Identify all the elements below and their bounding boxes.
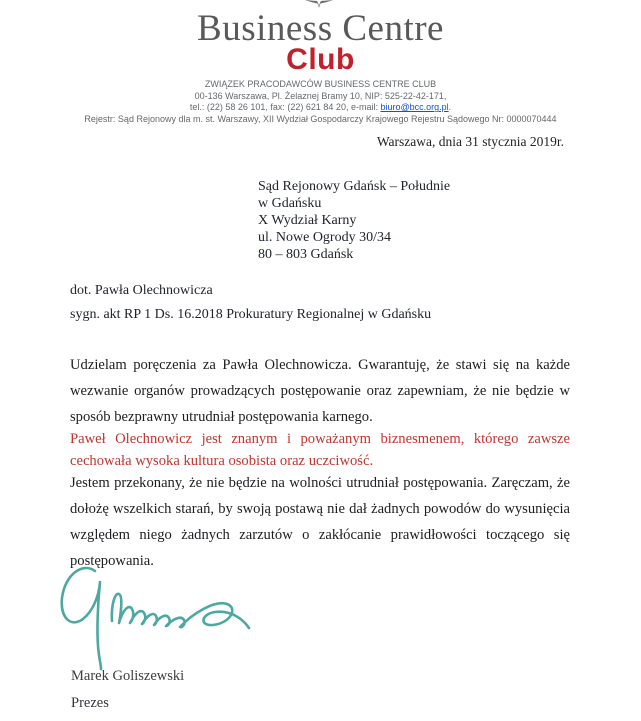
recipient-line: ul. Nowe Ogrody 30/34 (258, 229, 391, 245)
body-paragraph-3: Jestem przekonany, że nie będzie na wolności utrudniał postępowania. Zaręczam, że dołożę wszelkich starań, by swoją postawą nie dał żadnych powodów do wysunięcia względem niego żadnych zarzutów o zakłócanie prawidłowości toczącego się postępowania. (70, 475, 570, 569)
brand-title: Business Centre (197, 8, 444, 49)
letterhead-org-line: ZWIĄZEK PRACODAWCÓW BUSINESS CENTRE CLUB (204, 79, 437, 89)
body-paragraph-2-red: Paweł Olechnowicz jest znanym i poważanym biznesmenem, którego zawsze cechowała wysoka kultura osobista oraz uczciwość. (70, 431, 570, 469)
recipient-line: w Gdańsku (258, 195, 322, 211)
recipient-line: X Wydział Karny (258, 212, 357, 228)
recipient-line: 80 – 803 Gdańsk (258, 246, 354, 262)
letterhead-contact-line (0, 102, 641, 114)
recipient-address-block (258, 179, 450, 264)
regarding-line: dot. Pawła Olechnowicza (70, 283, 213, 298)
body-paragraph-1: Udzielam poręczenia za Pawła Olechnowicza. Gwarantuję, że stawi się na każde wezwanie organów prowadzących postępowanie oraz zapewniam, że nie będzie w sposób bezprawny utrudniał postępowania karnego. (70, 357, 570, 425)
signer-name: Marek Goliszewski (71, 668, 185, 684)
brand-subtitle-club: Club (286, 43, 355, 76)
letterhead-details (0, 79, 641, 125)
signer-title: Prezes (71, 695, 109, 711)
handwritten-signature (55, 565, 255, 677)
case-number-line: sygn. akt RP 1 Ds. 16.2018 Prokuratury Regionalnej w Gdańsku (70, 307, 432, 322)
recipient-line: Sąd Rejonowy Gdańsk – Południe (258, 179, 451, 194)
contact-suffix: . (448, 102, 452, 113)
date-line: Warszawa, dnia 31 stycznia 2019r. (376, 134, 564, 149)
letterhead-address-line: 00-136 Warszawa, Pl. Żelaznej Bramy 10, NIP: 525-22-42-171, (194, 90, 447, 101)
contact-prefix: tel.: (22) 58 26 101, fax: (22) 621 84 20, e-mail: (189, 102, 381, 113)
email-link[interactable]: biuro@bcc.org.pl (380, 102, 449, 113)
letterhead-registry-line: Rejestr: Sąd Rejonowy dla m. st. Warszawy, XII Wydział Gospodarczy Krajowego Rejestru Sądowego Nr: 0000070444 (84, 113, 557, 124)
